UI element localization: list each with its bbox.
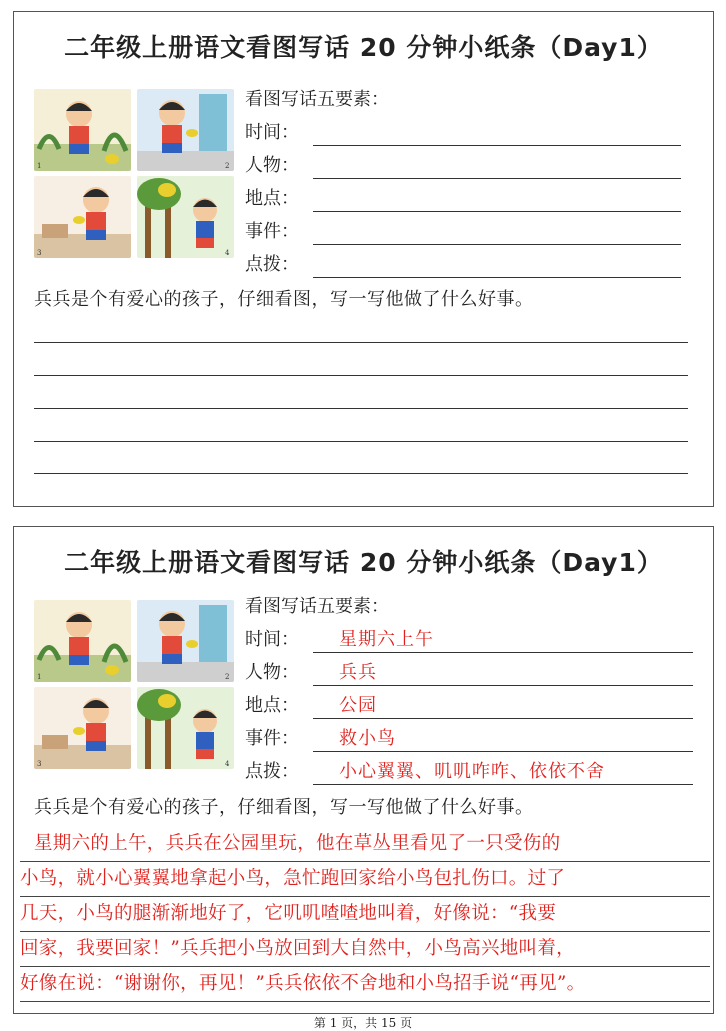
writing-line[interactable] — [34, 441, 688, 442]
element-label-time: 时间： — [245, 122, 299, 143]
element-label-event: 事件： — [245, 221, 299, 242]
svg-text:1: 1 — [37, 673, 42, 681]
essay-line: 好像在说：“谢谢你，再见！”兵兵依依不舍地和小鸟招手说“再见”。 — [20, 967, 710, 1002]
element-row-time — [245, 623, 434, 656]
element-label-tip: 点拨： — [245, 254, 299, 275]
model-essay — [20, 827, 710, 1002]
picture-2-boy-runs-home — [137, 600, 234, 682]
element-label-time: 时间： — [245, 629, 299, 650]
answer-blank-person[interactable] — [313, 178, 681, 179]
element-row-time — [245, 116, 389, 149]
element-row-person — [245, 149, 389, 182]
element-row-event — [245, 722, 396, 755]
answer-place: 公园 — [339, 695, 377, 716]
writing-line[interactable] — [34, 342, 688, 343]
picture-grid — [34, 89, 234, 259]
picture-4-bird-released — [137, 687, 234, 769]
picture-grid — [34, 600, 234, 770]
answer-tip: 小心翼翼、叽叽咋咋、依依不舍 — [339, 761, 605, 782]
element-row-tip — [245, 248, 389, 281]
essay-line: 几天，小鸟的腿渐渐地好了，它叽叽喳喳地叫着，好像说：“我要 — [20, 897, 710, 932]
svg-text:4: 4 — [225, 249, 230, 257]
element-row-event — [245, 215, 389, 248]
element-label-place: 地点： — [245, 188, 299, 209]
answer-event: 救小鸟 — [339, 728, 396, 749]
essay-line: 回家，我要回家！”兵兵把小鸟放回到大自然中，小鸟高兴地叫着， — [20, 932, 710, 967]
picture-1-boy-finds-bird — [34, 89, 131, 171]
svg-text:1: 1 — [37, 162, 42, 170]
worksheet-card-answers — [13, 526, 714, 1014]
element-row-place — [245, 689, 389, 722]
worksheet-card-blank — [13, 11, 714, 507]
element-label-event: 事件： — [245, 728, 299, 749]
element-label-person: 人物： — [245, 155, 299, 176]
worksheet-title: 二年级上册语文看图写话 20 分钟小纸条（Day1） — [64, 548, 663, 577]
answer-time: 星期六上午 — [339, 629, 434, 650]
answer-person: 兵兵 — [339, 662, 377, 683]
elements-heading: 看图写话五要素： — [245, 89, 389, 110]
svg-text:3: 3 — [37, 249, 42, 257]
element-label-person: 人物： — [245, 662, 299, 683]
picture-2-boy-runs-home — [137, 89, 234, 171]
writing-line[interactable] — [34, 408, 688, 409]
element-row-tip — [245, 755, 605, 788]
element-label-place: 地点： — [245, 695, 299, 716]
svg-text:3: 3 — [37, 760, 42, 768]
writing-prompt: 兵兵是个有爱心的孩子，仔细看图，写一写他做了什么好事。 — [34, 289, 534, 310]
element-label-tip: 点拨： — [245, 761, 299, 782]
answer-blank-time[interactable] — [313, 145, 681, 146]
element-row-person — [245, 656, 389, 689]
element-row-place — [245, 182, 389, 215]
writing-line[interactable] — [34, 375, 688, 376]
page-footer: 第 1 页，共 15 页 — [313, 1016, 413, 1030]
svg-text:4: 4 — [225, 760, 230, 768]
writing-line[interactable] — [34, 473, 688, 474]
five-elements — [245, 591, 605, 788]
picture-4-bird-released — [137, 176, 234, 258]
worksheet-title: 二年级上册语文看图写话 20 分钟小纸条（Day1） — [64, 33, 663, 62]
writing-prompt: 兵兵是个有爱心的孩子，仔细看图，写一写他做了什么好事。 — [34, 797, 534, 818]
five-elements — [245, 84, 389, 281]
answer-blank-place[interactable] — [313, 211, 681, 212]
essay-line: 星期六的上午，兵兵在公园里玩，他在草丛里看见了一只受伤的 — [20, 827, 710, 862]
picture-3-boy-bandages-bird — [34, 687, 131, 769]
picture-1-boy-finds-bird — [34, 600, 131, 682]
svg-text:2: 2 — [225, 673, 230, 681]
answer-blank-event[interactable] — [313, 244, 681, 245]
svg-text:2: 2 — [225, 162, 230, 170]
picture-3-boy-bandages-bird — [34, 176, 131, 258]
elements-heading: 看图写话五要素： — [245, 596, 389, 617]
answer-blank-tip[interactable] — [313, 277, 681, 278]
essay-line: 小鸟，就小心翼翼地拿起小鸟，急忙跑回家给小鸟包扎伤口。过了 — [20, 862, 710, 897]
